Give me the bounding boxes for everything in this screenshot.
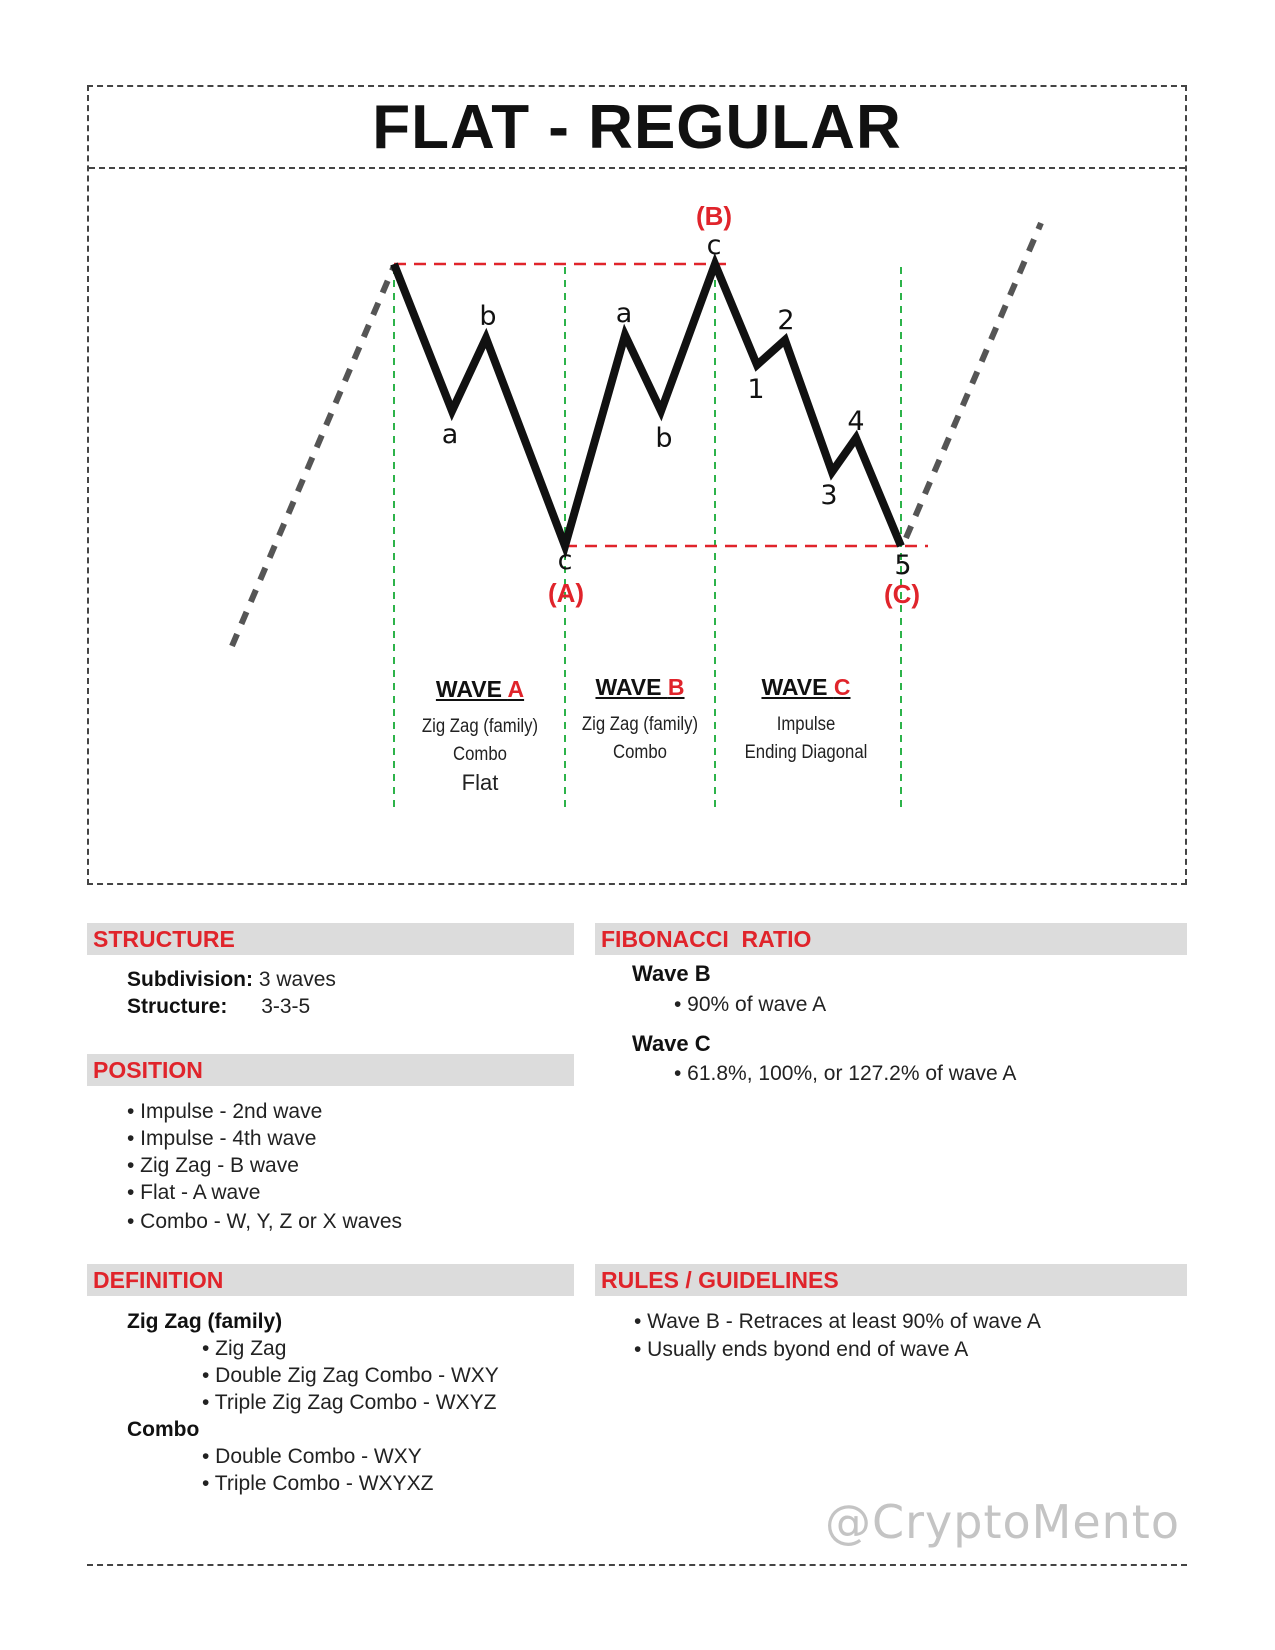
fibonacci-waveC-item: • 61.8%, 100%, or 127.2% of wave A xyxy=(674,1062,1017,1085)
label-c-top: c xyxy=(706,230,722,261)
label-b-2: b xyxy=(655,423,673,454)
structure-label: Structure: xyxy=(127,995,228,1018)
subdivision-label: Subdivision: xyxy=(127,968,253,991)
fibonacci-waveB-title: Wave B xyxy=(632,961,711,986)
fibonacci-waveC-title: Wave C xyxy=(632,1031,711,1056)
wave-a-line-1: Zig Zag (family) xyxy=(421,716,539,737)
position-item: • Impulse - 2nd wave xyxy=(127,1100,323,1123)
page-title: FLAT - REGULAR xyxy=(372,92,902,162)
fibonacci-heading: FIBONACCI RATIO xyxy=(595,923,1187,955)
definition-item: • Double Zig Zag Combo - WXY xyxy=(202,1364,499,1387)
definition-item: • Triple Zig Zag Combo - WXYZ xyxy=(202,1391,497,1414)
label-b-1: b xyxy=(479,301,497,332)
definition-item: • Double Combo - WXY xyxy=(202,1445,422,1468)
rules-item: • Usually ends byond end of wave A xyxy=(634,1338,969,1361)
wave-c-line-2: Ending Diagonal xyxy=(744,742,868,763)
wave-b-line-1: Zig Zag (family) xyxy=(581,714,699,735)
definition-group-title: Combo xyxy=(127,1418,200,1441)
position-heading: POSITION xyxy=(87,1054,574,1086)
incoming-trend-line xyxy=(232,266,394,646)
label-a-2: a xyxy=(615,298,633,329)
wave-c-heading: WAVE C xyxy=(761,674,851,700)
definition-item: • Zig Zag xyxy=(202,1337,287,1360)
position-item: • Impulse - 4th wave xyxy=(127,1127,317,1150)
label-wave-3: 3 xyxy=(820,480,838,511)
rules-heading: RULES / GUIDELINES xyxy=(595,1264,1187,1296)
label-a-1: a xyxy=(441,419,459,450)
wave-b-heading: WAVE B xyxy=(595,674,685,700)
definition-item: • Triple Combo - WXYXZ xyxy=(202,1472,434,1495)
label-wave-5: 5 xyxy=(894,550,912,581)
label-A: (A) xyxy=(547,578,585,608)
wave-c-line-1: Impulse xyxy=(776,714,836,735)
label-C: (C) xyxy=(883,579,921,609)
structure-row xyxy=(127,993,310,1020)
position-item: • Combo - W, Y, Z or X waves xyxy=(127,1210,402,1233)
watermark: @CryptoMento xyxy=(825,1495,1180,1549)
position-item: • Zig Zag - B wave xyxy=(127,1154,299,1177)
label-wave-4: 4 xyxy=(847,406,865,437)
wave-b-line-2: Combo xyxy=(613,742,667,763)
label-wave-1: 1 xyxy=(747,374,765,405)
structure-heading: STRUCTURE xyxy=(87,923,574,955)
outgoing-trend-line xyxy=(906,223,1041,538)
wave-a-line-3: Flat xyxy=(461,770,499,795)
fibonacci-waveB-item: • 90% of wave A xyxy=(674,993,827,1016)
bottom-divider xyxy=(87,1564,1187,1566)
label-c-1: c xyxy=(557,545,573,576)
definition-group-title: Zig Zag (family) xyxy=(127,1310,283,1333)
wave-b-description xyxy=(560,674,720,767)
subdivision-value: 3 waves xyxy=(258,968,336,991)
position-item: • Flat - A wave xyxy=(127,1181,261,1204)
wave-c-description xyxy=(726,674,886,767)
definition-heading: DEFINITION xyxy=(87,1264,574,1296)
label-B-top: (B) xyxy=(695,201,733,231)
subdivision-row xyxy=(127,966,336,993)
wave-a-line-2: Combo xyxy=(453,744,507,765)
wave-a-description xyxy=(400,676,560,797)
label-wave-2: 2 xyxy=(777,305,795,336)
rules-item: • Wave B - Retraces at least 90% of wave A xyxy=(634,1310,1041,1333)
structure-value: 3-3-5 xyxy=(261,995,311,1018)
wave-a-heading: WAVE A xyxy=(435,676,525,702)
